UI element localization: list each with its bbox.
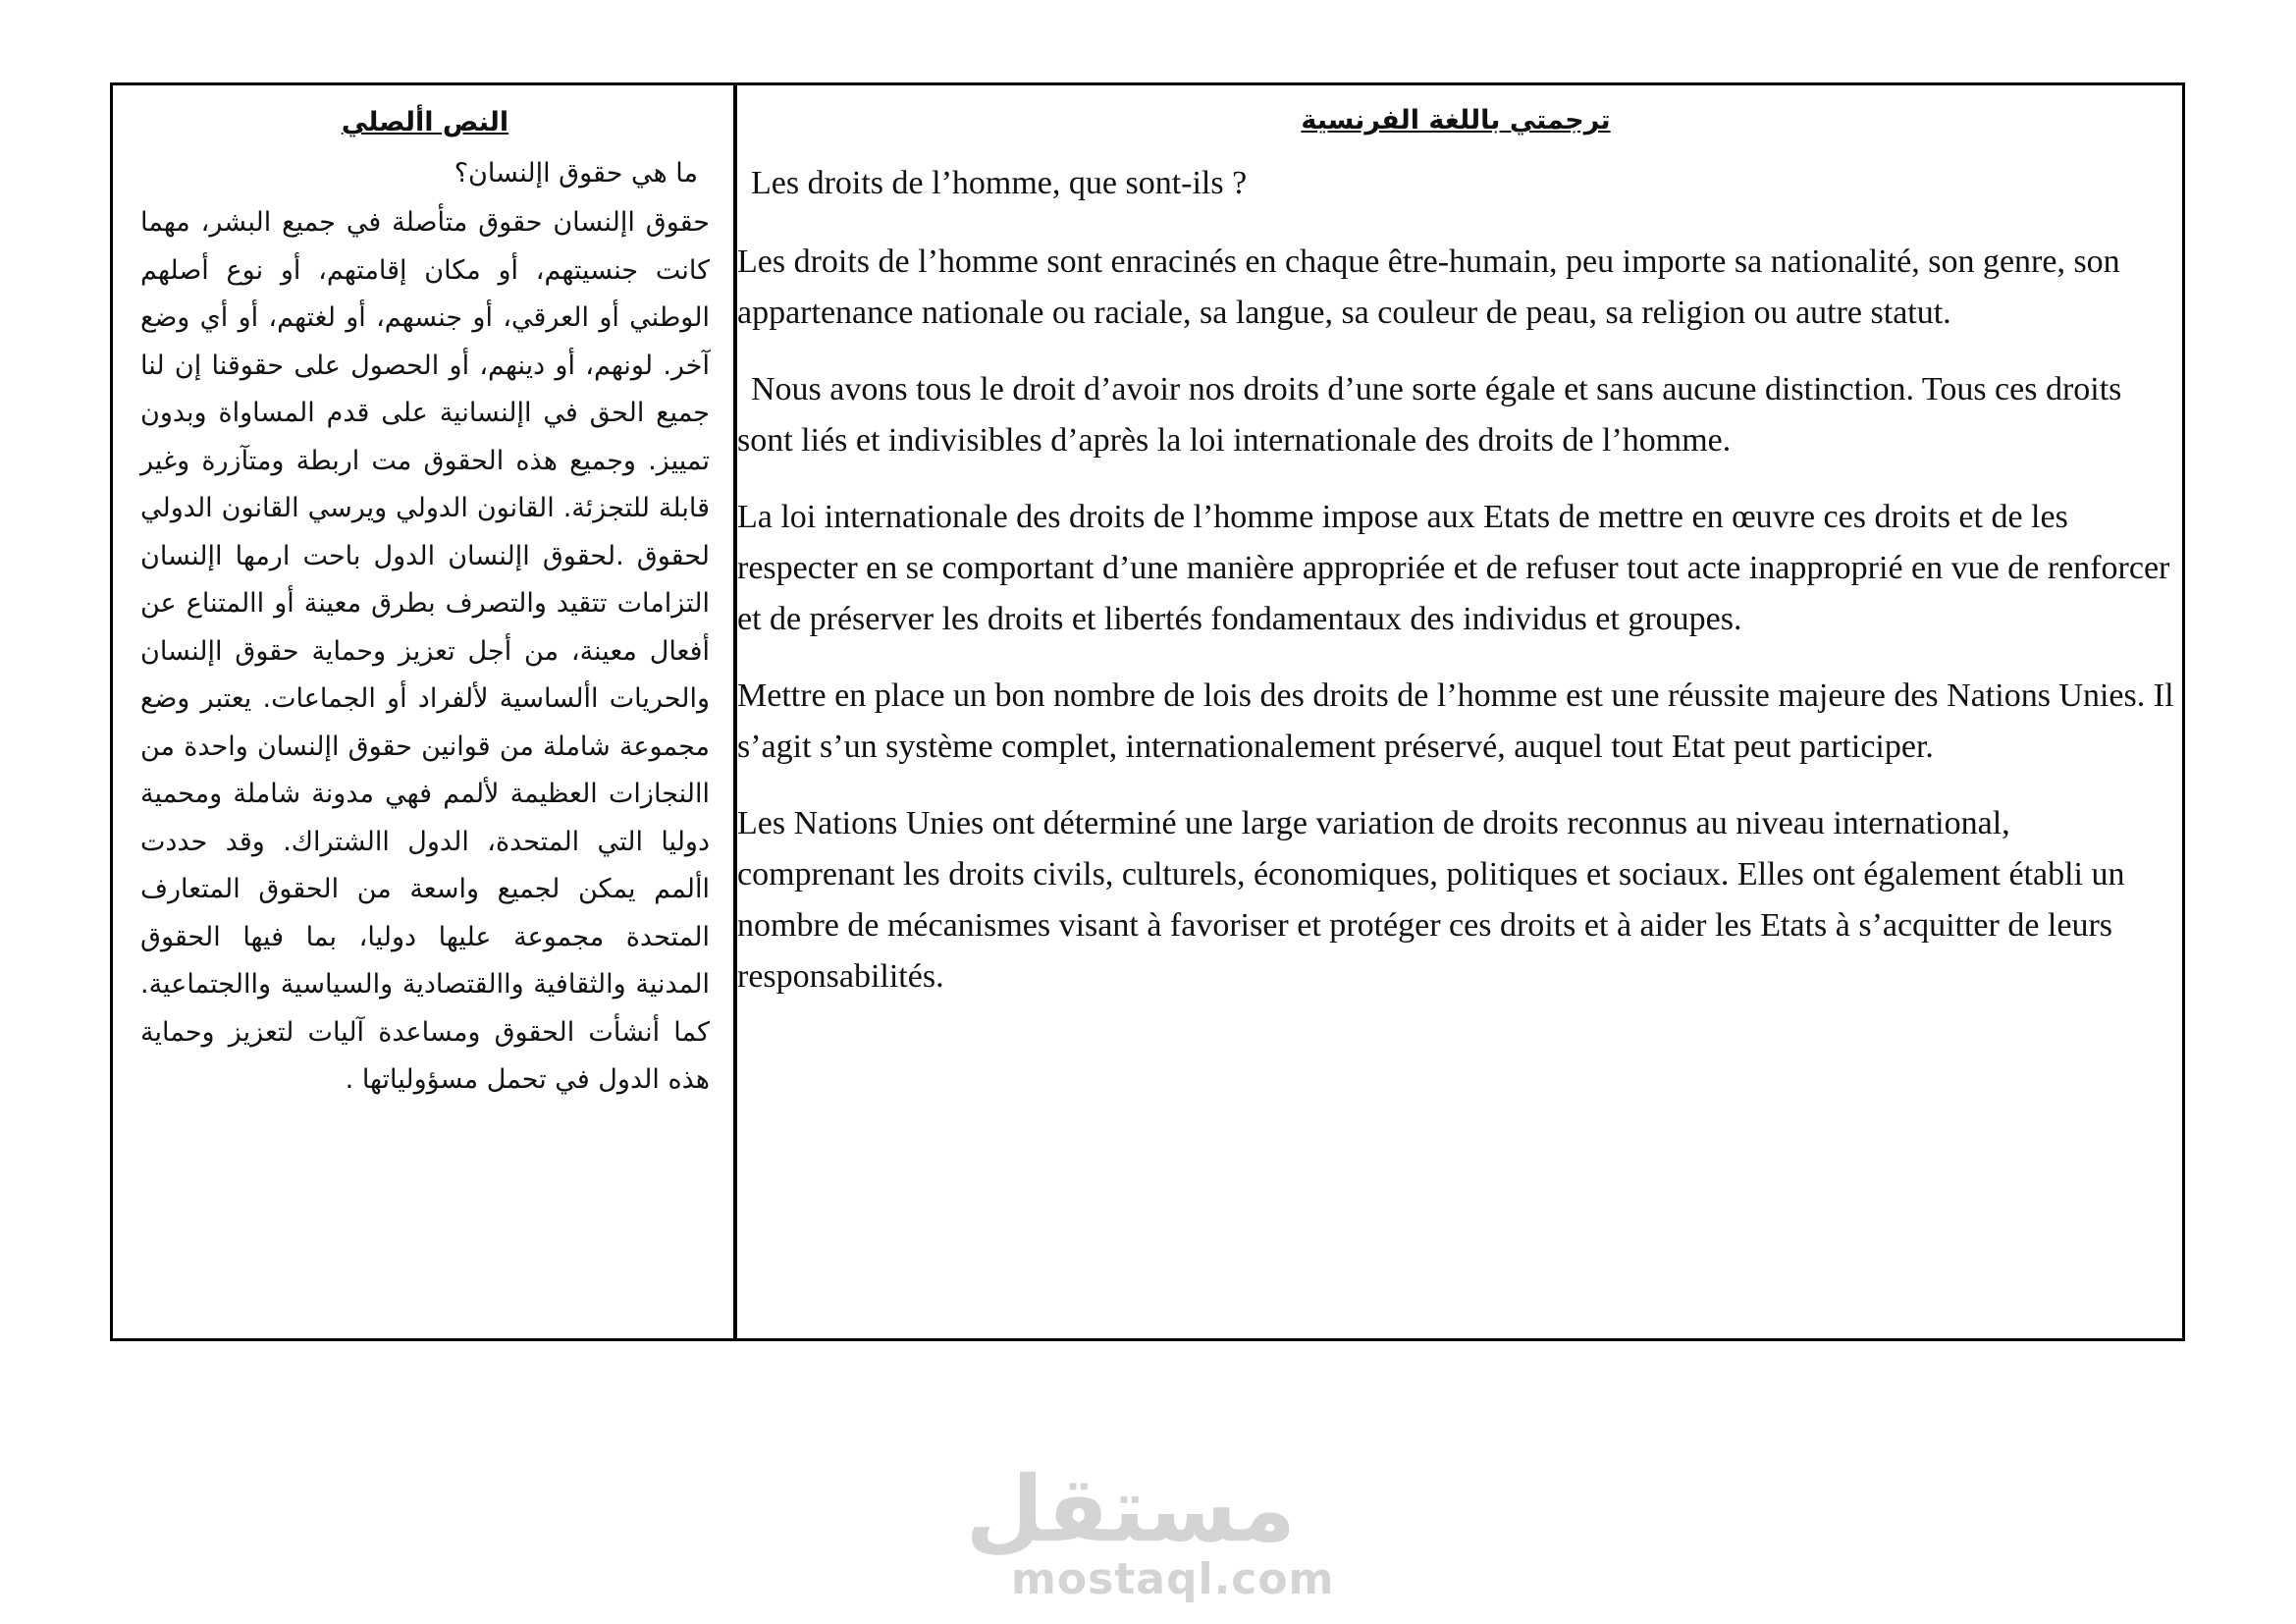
translation-question: Les droits de l’homme, que sont-ils ? bbox=[751, 165, 1248, 201]
original-body-text: حقوق اإلنسان حقوق متأصلة في جميع البشر، مهما كانت جنسيتهم، أو مكان إقامتهم، أو نوع أصلهم الوطني أو العرقي، أو جنسهم، أو لغتهم، أو أي وضع آخر. لونهم، أو دينهم، أو الحصول على حقوقنا إن لنا جميع الحق في اإلنسانية على قدم المساواة وبدون تمييز. وجميع هذه الحقوق مت اربطة ومتآزرة وغير قابلة للتجزئة. القانون الدولي ويرسي القانون الدولي لحقوق .لحقوق اإلنسان الدول باحت ارمها اإلنسان التزامات تتقيد والتصرف بطرق معينة أو االمتناع عن أفعال معينة، من أجل تعزيز وحماية حقوق اإلنسان والحريات األساسية لألفراد أو الجماعات. يعتبر وضع مجموعة شاملة من قوانين حقوق اإلنسان واحدة من االنجازات العظيمة لألمم فهي مدونة شاملة ومحمية دوليا التي المتحدة، الدول االشتراك. وقد حددت األمم يمكن لجميع واسعة من الحقوق المتعارف المتحدة مجموعة عليها دوليا، بما فيها الحقوق المدنية والثقافية واالقتصادية والسياسية واالجتماعية. كما أنشأت الحقوق ومساعدة آليات لتعزيز وحماية هذه الدول في تحمل مسؤولياتها . bbox=[140, 207, 710, 1095]
mostaql-watermark bbox=[965, 1457, 1335, 1604]
original-text-column bbox=[113, 85, 737, 1338]
original-question: ما هي حقوق اإلنسان؟ bbox=[454, 158, 698, 189]
translation-paragraph-2: Nous avons tous le droit d’avoir nos droits d’une sorte égale et sans aucune distinction. Tous ces droits sont liés et indivisibles d’après la loi internationale des droits de l’homme. bbox=[737, 371, 2122, 459]
translation-paragraph-4: Mettre en place un bon nombre de lois des droits de l’homme est une réussite majeure des Nations Unies. Il s’agit s’un système complet, internationalement préservé, auquel tout Etat peut participer. bbox=[737, 677, 2174, 765]
translation-paragraph-3: La loi internationale des droits de l’homme impose aux Etats de mettre en œuvre ces droits et de les respecter en se comportant d’une manière appropriée et de refuser tout acte inapproprié en vue de renforcer et de préserver les droits et libertés fondamentaux des individus et groupes. bbox=[737, 499, 2170, 637]
translation-table bbox=[110, 82, 2185, 1341]
watermark-logo-arabic: مستقل bbox=[965, 1457, 1296, 1562]
translation-heading: ترجمتي باللغة الفرنسية bbox=[1301, 105, 1611, 135]
watermark-logo-latin: mostaql.com bbox=[1011, 1554, 1335, 1604]
translation-paragraph-1: Les droits de l’homme sont enracinés en chaque être-humain, peu importe sa nationalité, son genre, son appartenance nationale ou raciale, sa langue, sa couleur de peau, sa religion ou autre statut. bbox=[737, 244, 2120, 331]
translation-paragraph-5: Les Nations Unies ont déterminé une large variation de droits reconnus au niveau international, comprenant les droits civils, culturels, économiques, politiques et sociaux. Elles ont également établi un nombre de mécanismes visant à favoriser et protéger ces droits et à aider les Etats à s’acquitter de leurs responsabilités. bbox=[737, 805, 2125, 995]
original-text-heading: النص األصلي bbox=[341, 107, 509, 137]
french-translation-column bbox=[737, 85, 2182, 1338]
